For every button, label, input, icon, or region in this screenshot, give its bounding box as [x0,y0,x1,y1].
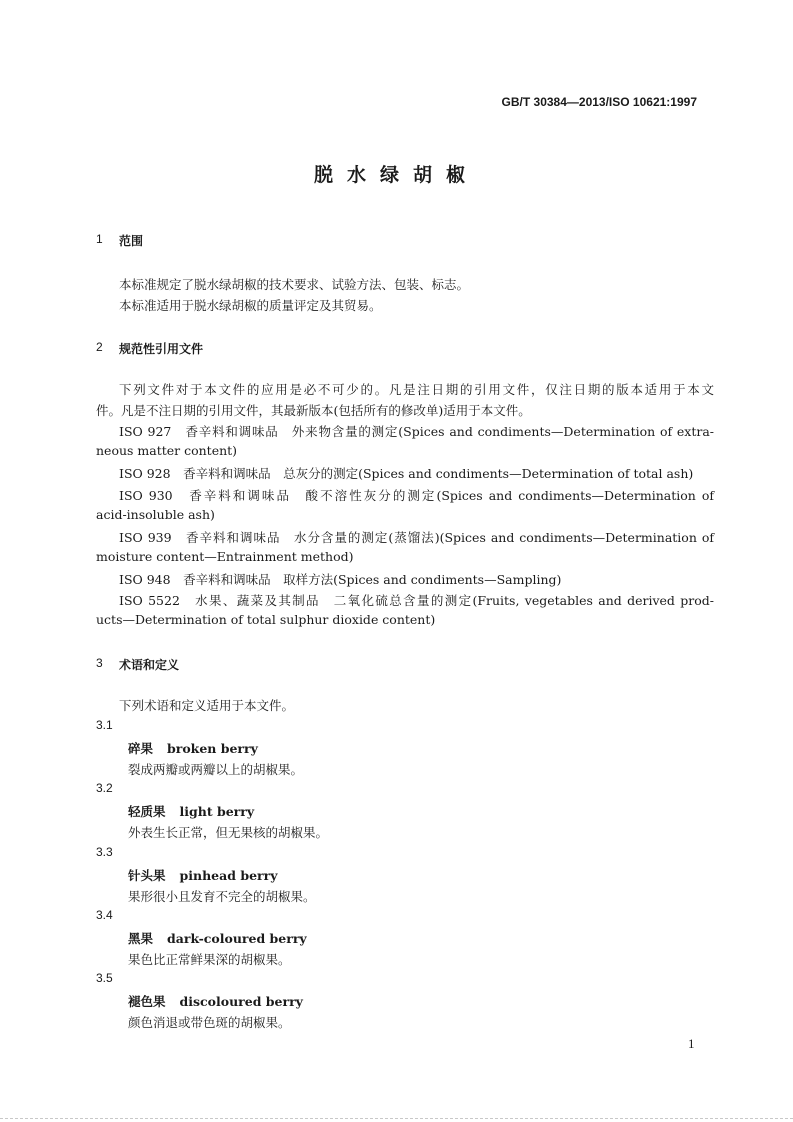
scope-paragraph-1: 本标准规定了脱水绿胡椒的技术要求、试验方法、包装、标志。 [119,277,470,292]
normative-intro-line-1: 下列文件对于本文件的应用是必不可少的。凡是注日期的引用文件，仅注日期的版本适用于本文 [119,382,714,397]
reference-iso-930-line-2: acid-insoluble ash) [96,507,215,522]
section-1-title: 范围 [119,234,144,248]
term-number: 3.5 [96,971,113,985]
term-number: 3.4 [96,908,113,922]
standard-code: GB/T 30384—2013/ISO 10621:1997 [501,95,697,109]
normative-intro-line-2: 件。凡是不注日期的引用文件，其最新版本(包括所有的修改单)适用于本文件。 [96,403,531,418]
section-3-number: 3 [96,656,103,670]
term-chinese: 黑果 [128,931,154,946]
reference-iso-928: ISO 928 香辛料和调味品 总灰分的测定(Spices and condiments—Determination of total ash) [119,466,694,481]
term-definition: 果形很小且发育不完全的胡椒果。 [128,889,316,904]
reference-iso-930-line-1: ISO 930 香辛料和调味品 酸不溶性灰分的测定(Spices and condiments—Determination of [119,488,714,503]
term-heading [128,992,303,1010]
term-heading [128,739,258,757]
term-definition: 外表生长正常，但无果核的胡椒果。 [128,825,329,840]
section-2-title: 规范性引用文件 [119,342,204,356]
term-english: dark-coloured berry [167,931,307,946]
reference-iso-5522-line-1: ISO 5522 水果、蔬菜及其制品 二氧化硫总含量的测定(Fruits, vegetables and derived prod- [119,593,714,608]
term-definition: 颜色消退或带色斑的胡椒果。 [128,1015,291,1030]
document-title: 脱水绿胡椒 [313,164,479,186]
term-definition: 果色比正常鲜果深的胡椒果。 [128,952,291,967]
reference-iso-927-line-1: ISO 927 香辛料和调味品 外来物含量的测定(Spices and condiments—Determination of extra- [119,424,714,439]
scope-paragraph-2: 本标准适用于脱水绿胡椒的质量评定及其贸易。 [119,298,382,313]
term-english: light berry [179,804,255,819]
reference-iso-939-line-1: ISO 939 香辛料和调味品 水分含量的测定(蒸馏法)(Spices and condiments—Determination of [119,530,714,545]
term-definition: 裂成两瓣或两瓣以上的胡椒果。 [128,762,304,777]
page-number: 1 [688,1036,695,1051]
term-heading [128,866,277,884]
term-chinese: 针头果 [128,868,166,883]
term-chinese: 碎果 [128,741,154,756]
term-english: broken berry [167,741,258,756]
reference-iso-939-line-2: moisture content—Entrainment method) [96,549,354,564]
page-bottom-divider [0,1118,793,1119]
term-english: pinhead berry [179,868,278,883]
term-heading [128,929,307,947]
terms-intro: 下列术语和定义适用于本文件。 [119,698,295,713]
section-1-number: 1 [96,232,103,246]
term-english: discoloured berry [179,994,303,1009]
section-3-title: 术语和定义 [119,658,180,672]
term-chinese: 轻质果 [128,804,166,819]
term-heading [128,802,254,820]
reference-iso-927-line-2: neous matter content) [96,443,238,458]
term-number: 3.1 [96,718,113,732]
term-number: 3.3 [96,845,113,859]
term-number: 3.2 [96,781,113,795]
reference-iso-5522-line-2: ucts—Determination of total sulphur dioxide content) [96,612,436,627]
section-2-number: 2 [96,340,103,354]
term-chinese: 褪色果 [128,994,166,1009]
reference-iso-948: ISO 948 香辛料和调味品 取样方法(Spices and condiments—Sampling) [119,572,562,587]
